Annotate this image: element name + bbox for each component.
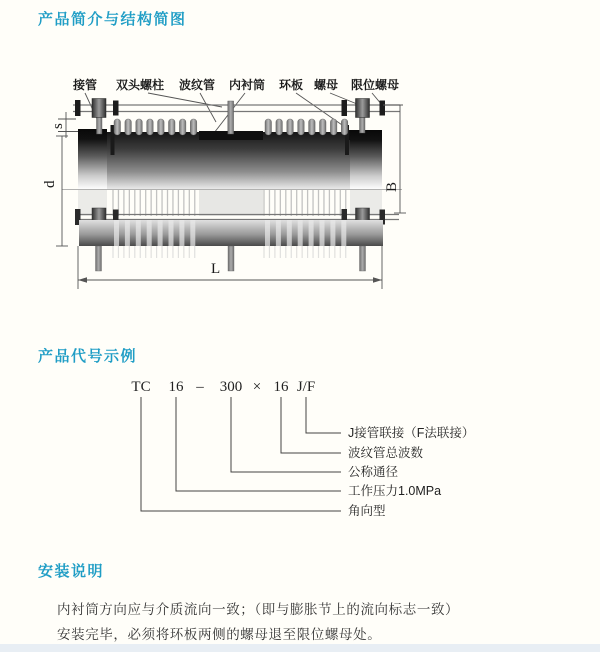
part-label-jieguan: 接管 [72,78,98,92]
reflection-band [79,220,383,246]
code-callout-pressure: 工作压力1.0MPa [348,484,442,498]
code-part-times: × [252,379,262,395]
part-label-shuangtou: 双头螺柱 [115,78,165,92]
product-code-diagram [0,368,600,528]
section-title-code: 产品代号示例 [38,348,138,365]
dim-label-d: d [42,180,58,188]
part-label-bowenguan: 波纹管 [178,78,216,92]
tie-rod [73,105,400,112]
section-title-install: 安装说明 [38,563,105,580]
left-pipe-cap [78,129,107,189]
part-label-luomu: 螺母 [313,78,339,92]
code-callout-diameter: 公称通径 [348,465,399,479]
dimension-s [50,112,78,138]
dim-label-s: s [50,123,66,129]
dim-label-B: B [384,181,400,192]
dim-label-L: L [211,261,221,277]
part-label-neichentong: 内衬筒 [228,78,266,92]
part-label-xianwei: 限位螺母 [350,78,400,92]
code-part-type: TC [131,379,151,395]
code-parts [131,379,315,395]
code-part-waves: 16 [273,379,289,395]
code-part-conn: J/F [296,379,316,395]
joint-body [78,125,382,189]
studs-bottom [96,246,366,271]
code-part-diameter: 300 [219,379,243,395]
install-note-line: 内衬筒方向应与介质流向一致；（即与膨胀节上的流向标志一致） [57,602,460,617]
dimension-B [383,105,406,213]
dimension-d [42,136,68,246]
part-label-huanban: 环板 [278,78,304,92]
code-callouts [348,425,474,518]
part-labels [72,77,399,92]
section-title-intro: 产品简介与结构简图 [38,11,187,28]
reflection [75,190,399,271]
structure-diagram [0,60,600,305]
code-part-pressure: 16 [168,379,184,395]
code-callout-waves: 波纹管总波数 [348,446,424,460]
right-pipe-cap [350,130,382,189]
install-note-line: 安装完毕，必须将环板两侧的螺母退至限位螺母处。 [57,627,382,642]
footer-bar [0,644,600,652]
code-callout-lines [141,397,341,511]
code-part-dash: – [196,379,204,395]
code-callout-type: 角向型 [348,504,386,518]
code-callout-connection: J接管联接（F法联接） [348,426,475,440]
